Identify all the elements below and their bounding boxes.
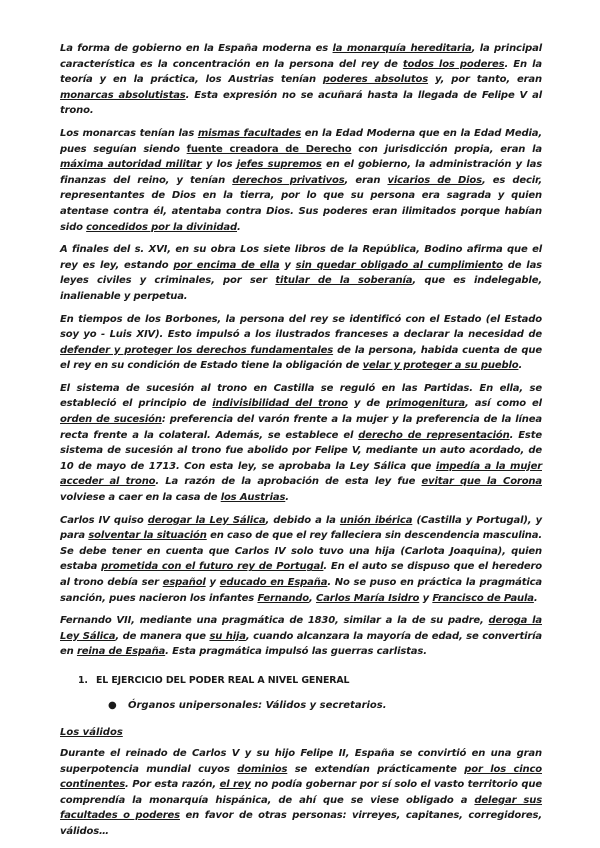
text-run: . Esta pragmática impulsó las guerras carlistas. [165, 646, 427, 658]
underlined-term: delegar sus facultades o poderes [60, 794, 542, 822]
paragraph-2 [60, 126, 542, 235]
text-run: en favor de otras personas: virreyes, capitanes, corregidores, válidos… [60, 810, 542, 837]
text-run: . [518, 360, 523, 372]
underlined-term: derecho de representación [358, 429, 510, 441]
text-run: de la persona, habida cuenta de que el rey en su condición de Estado tiene la obligación de [60, 344, 542, 372]
text-run: Fernando VII, mediante una pragmática de 1830, similar a la de su padre, [60, 615, 489, 627]
subtitle-los-validos: Los válidos [60, 726, 123, 738]
text-run: y [205, 577, 220, 588]
bullet-dot-icon: ● [108, 699, 117, 711]
text-run: . [285, 492, 289, 504]
text-run: El sistema de sucesión al trono en Castilla se reguló en las Partidas. En ella, se estableció el principio de [60, 382, 542, 410]
bullet-text: Órganos unipersonales: Válidos y secretarios. [128, 699, 387, 711]
underlined-term: reina de España [76, 646, 166, 658]
underlined-term: indivisibilidad del trono [212, 398, 348, 410]
text-run: . La razón de la aprobación de esta ley fue [155, 476, 422, 488]
underlined-term: dominios [237, 763, 288, 775]
underlined-term: la monarquía hereditaria [332, 43, 472, 54]
text-run: , de manera que [115, 630, 210, 642]
paragraph-6 [60, 513, 542, 607]
body-paragraphs [60, 41, 542, 660]
text-run: . Por esta razón, [125, 779, 220, 791]
underlined-term: mismas facultades [197, 127, 302, 139]
underlined-term: el rey [219, 779, 251, 791]
text-run: , así como el [465, 398, 542, 410]
underlined-term: sin quedar obligado al cumplimiento [295, 259, 503, 271]
underlined-term: derechos privativos [232, 174, 345, 186]
text-run: de las leyes civiles y criminales, por ser [60, 259, 542, 287]
section-title: EL EJERCICIO DEL PODER REAL A NIVEL GENERAL [96, 674, 350, 686]
text-run: con jurisdicción propia, eran la [351, 143, 542, 155]
paragraph-3 [60, 242, 542, 304]
paragraph-1 [60, 41, 542, 119]
underlined-term: deroga la Ley Sálica [60, 615, 542, 642]
text-run: . En la teoría y en la práctica, los Austrias tenían [60, 58, 542, 86]
text-run: y los [201, 159, 237, 171]
underlined-term: velar y proteger a su pueblo [362, 360, 519, 372]
underlined-term: por los cinco continentes [60, 763, 542, 791]
paragraph-7 [60, 613, 542, 660]
section-heading [60, 674, 542, 688]
underlined-term: por encima de ella [173, 259, 280, 271]
text-run: La forma de gobierno en la España moderna es [60, 43, 333, 54]
text-run: Carlos IV quiso [60, 514, 148, 526]
underlined-term: educado en España [219, 577, 328, 588]
text-run: , es decir, representantes de Dios en la tierra, por lo que su persona era sagrada y quien atentase contra él, atentaba contra Dios. Sus poderes eran ilimitados porque habían sido [60, 174, 543, 233]
text-run: Durante el reinado de Carlos V y su hijo Felipe II, España se convirtió en una gran superpotencia mundial cuyos [60, 747, 542, 775]
underlined-term: Carlos María Isidro [316, 592, 420, 604]
underlined-term: vicarios de Dios [387, 174, 482, 186]
underlined-term: primogenitura [386, 398, 466, 410]
underlined-term: unión ibérica [339, 514, 413, 526]
text-run: . No se puso en práctica la pragmática sanción, pues nacieron los infantes [60, 577, 542, 604]
text-run: , que es indelegable, inalienable y perpetua. [60, 275, 542, 302]
text-run: y [279, 259, 296, 271]
underlined-term: defender y proteger los derechos fundamentales [60, 344, 334, 356]
underlined-term: orden de sucesión [60, 414, 162, 426]
text-run: y [419, 592, 433, 604]
underlined-term: evitar que la Corona [421, 476, 542, 488]
underlined-term: solventar la situación [88, 530, 207, 542]
underlined-term: concedidos por la divinidad [86, 221, 238, 233]
underlined-term: prometida con el futuro rey de Portugal [101, 561, 324, 573]
underlined-term: todos los poderes [402, 58, 505, 70]
text-run: . [237, 221, 241, 233]
section-number: 1. [78, 674, 88, 686]
text-run: . Esta expresión no se acuñará hasta la llegada de Felipe V al trono. [60, 89, 543, 117]
underlined-term: español [162, 577, 206, 588]
text-run: en la Edad Moderna que en la Edad Media, pues seguían siendo [60, 127, 542, 155]
text-run: y, por tanto, eran [428, 74, 542, 86]
text-run: en el gobierno, la administración y las finanzas del reino, y tenían [60, 159, 543, 186]
underlined-term: Francisco de Paula [432, 592, 534, 604]
paragraph-4 [60, 312, 542, 374]
text-run: Los monarcas tenían las [60, 127, 198, 139]
underlined-term: titular de la soberanía [275, 275, 413, 287]
paragraph-5 [60, 381, 542, 506]
text-run: , eran [344, 174, 388, 186]
underlined-term: monarcas absolutistas [60, 89, 186, 101]
text-run: en caso de que el rey falleciera sin descendencia masculina. Se debe tener en cuenta que Carlos IV solo tuvo una hija (Carlota Joaquina), quien estaba [60, 530, 542, 573]
text-run: , la principal característica es la concentración en la persona del rey de [60, 43, 542, 70]
text-run: no podía gobernar por sí solo el vasto territorio que comprendía la monarquía hispánica, de ahí que se viese obligado a [60, 779, 542, 806]
text-run: A finales del s. XVI, en su obra Los siete libros de la República, Bodino afirma que el rey es ley, estando [60, 244, 542, 271]
text-run: , debido a la [265, 514, 340, 526]
underlined-term: su hija [209, 630, 246, 642]
text-run: , cuando alcanzara la mayoría de edad, se convertiría en [60, 630, 543, 658]
text-run: En tiempos de los Borbones, la persona del rey se identificó con el Estado (el Estado soy yo - Luis XIV). Esto impulsó a los ilustrados franceses a declarar la necesidad de [60, 313, 542, 341]
underlined-term: fuente creadora de Derecho [186, 143, 352, 155]
underlined-term: Fernando [257, 592, 310, 604]
text-run: : preferencia del varón frente a la mujer y la preferencia de la línea recta frente a la colateral. Además, se establece el [60, 414, 542, 441]
underlined-term: derogar la Ley Sálica [147, 514, 266, 526]
underlined-term: máxima autoridad militar [60, 159, 202, 171]
bullet-item [60, 699, 542, 713]
underlined-term: jefes supremos [236, 159, 322, 171]
text-run: se extendían prácticamente [287, 763, 465, 775]
underlined-term: poderes absolutos [322, 74, 429, 86]
text-run: volviese a caer en la casa de [60, 492, 221, 504]
paragraph-validos [60, 746, 542, 840]
text-run: . En el auto se dispuso que el heredero al trono debía ser [60, 561, 543, 588]
text-run: (Castilla y Portugal), y para [60, 514, 542, 542]
text-run: . Este sistema de sucesión al trono fue abolido por Felipe V, mediante un auto acordado, de 10 de mayo de 1713. Con esta ley, se aprobaba la Ley Sálica que [60, 429, 542, 472]
text-run: y de [347, 398, 387, 410]
underlined-term: los Austrias [220, 492, 286, 504]
text-run: , [309, 592, 317, 604]
underlined-term: impedía a la mujer acceder al trono [60, 460, 542, 488]
text-run: . [533, 592, 538, 604]
